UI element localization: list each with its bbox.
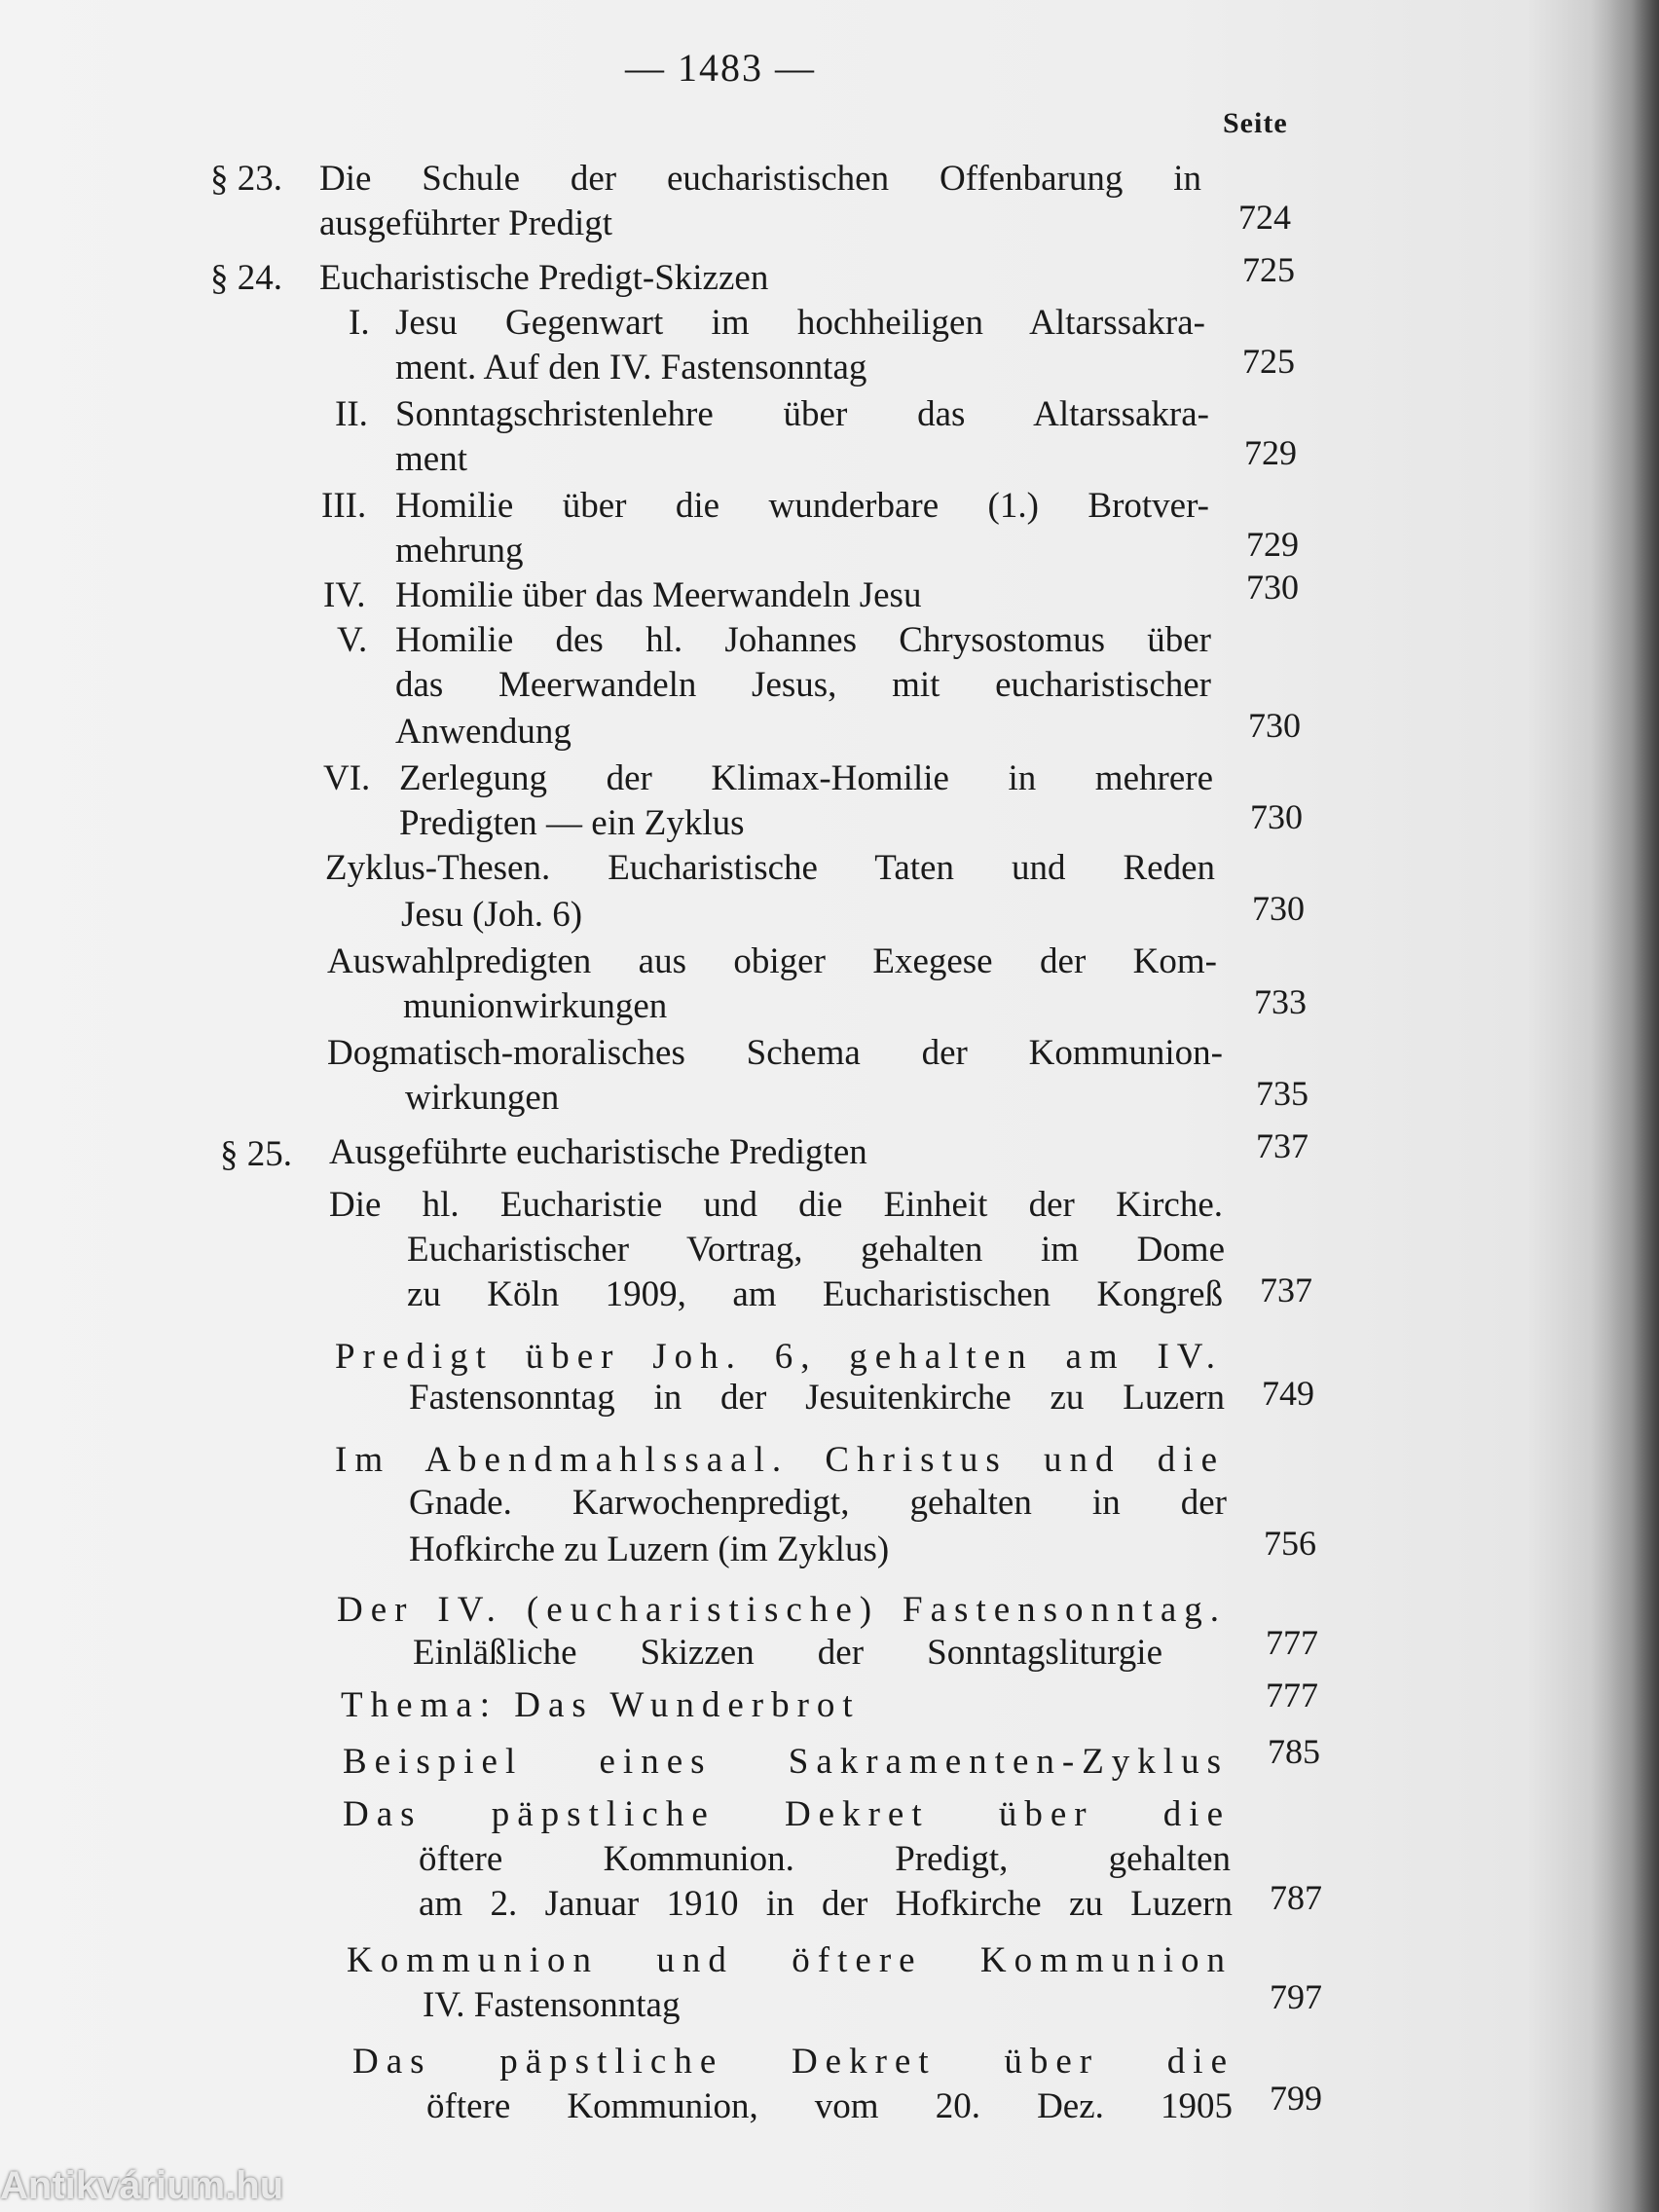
entry-page-number: 777 xyxy=(1266,1676,1318,1714)
entry-line: Predigt über Joh. 6, gehalten am IV. xyxy=(335,1337,1223,1377)
entry-line: munionwirkungen xyxy=(403,986,668,1026)
entry-line: IV. Fastensonntag xyxy=(423,1985,681,2025)
entry-line: Das päpstliche Dekret über die xyxy=(352,2042,1235,2082)
entry-line: Die Schule der eucharistischen Offenbarung in xyxy=(319,159,1201,199)
entry-page-number: 725 xyxy=(1242,342,1295,381)
entry-page-number: 730 xyxy=(1248,706,1301,745)
entry-line: Hofkirche zu Luzern (im Zyklus) xyxy=(409,1530,890,1569)
entry-line: Jesu (Joh. 6) xyxy=(401,895,583,935)
entry-page-number: 737 xyxy=(1256,1126,1309,1165)
entry-page-number: 749 xyxy=(1262,1374,1314,1413)
roman-numeral: I. xyxy=(349,303,370,343)
roman-numeral: V. xyxy=(337,620,368,660)
entry-line: Kommunion und öftere Kommunion xyxy=(347,1940,1233,1980)
entry-page-number: 756 xyxy=(1264,1524,1316,1563)
entry-line: zu Köln 1909, am Eucharistischen Kongreß xyxy=(407,1274,1223,1314)
entry-page-number: 737 xyxy=(1260,1271,1312,1309)
entry-page-number: 724 xyxy=(1238,198,1291,237)
entry-page-number: 730 xyxy=(1246,568,1299,607)
entry-line: Homilie über das Meerwandeln Jesu xyxy=(395,575,922,615)
roman-numeral: IV. xyxy=(323,575,366,615)
entry-line: Im Abendmahlssaal. Christus und die xyxy=(335,1440,1225,1480)
entry-line: Der IV. (eucharistische) Fastensonntag. xyxy=(337,1590,1227,1630)
entry-line: Zyklus-Thesen. Eucharistische Taten und Reden xyxy=(325,848,1215,888)
entry-page-number: 797 xyxy=(1270,1977,1322,2016)
entry-page-number: 729 xyxy=(1246,525,1299,564)
entry-page-number: 730 xyxy=(1252,889,1305,928)
page-column-label: Seite xyxy=(1223,107,1288,139)
entry-line: Thema: Das Wunderbrot xyxy=(341,1685,861,1725)
entry-line: am 2. Januar 1910 in der Hofkirche zu Luzern xyxy=(419,1884,1233,1924)
entry-line: Jesu Gegenwart im hochheiligen Altarssakra- xyxy=(395,303,1205,343)
entry-line: ment xyxy=(395,439,467,479)
section-number: § 23. xyxy=(210,159,282,199)
section-number: § 25. xyxy=(220,1134,292,1174)
entry-line: das Meerwandeln Jesus, mit eucharistischer xyxy=(395,665,1211,705)
entry-line: Homilie des hl. Johannes Chrysostomus über xyxy=(395,620,1211,660)
entry-line: Das päpstliche Dekret über die xyxy=(343,1794,1231,1834)
entry-line: Eucharistische Predigt-Skizzen xyxy=(319,258,769,298)
entry-line: Eucharistischer Vortrag, gehalten im Dome xyxy=(407,1230,1225,1270)
entry-line: Auswahlpredigten aus obiger Exegese der Kom- xyxy=(327,941,1217,981)
entry-line: Zerlegung der Klimax-Homilie in mehrere xyxy=(399,758,1213,798)
entry-page-number: 730 xyxy=(1250,797,1303,836)
entry-page-number: 729 xyxy=(1244,433,1297,472)
entry-line: öftere Kommunion, vom 20. Dez. 1905 xyxy=(426,2086,1233,2126)
entry-page-number: 735 xyxy=(1256,1074,1309,1113)
entry-line: Fastensonntag in der Jesuitenkirche zu Luzern xyxy=(409,1378,1225,1418)
entry-page-number: 777 xyxy=(1266,1623,1318,1662)
entry-line: Anwendung xyxy=(395,712,571,752)
entry-line: ment. Auf den IV. Fastensonntag xyxy=(395,348,867,387)
page-number-header: — 1483 — xyxy=(625,46,816,90)
entry-line: Beispiel eines Sakramenten-Zyklus xyxy=(343,1742,1229,1782)
watermark: Antikvárium.hu xyxy=(0,2164,284,2207)
entry-page-number: 787 xyxy=(1270,1878,1322,1917)
entry-page-number: 733 xyxy=(1254,982,1307,1021)
entry-line: wirkungen xyxy=(405,1078,560,1118)
entry-line: Homilie über die wunderbare (1.) Brotver- xyxy=(395,486,1209,526)
book-gutter-shadow xyxy=(1591,0,1659,2212)
entry-line: Die hl. Eucharistie und die Einheit der Kirche. xyxy=(329,1185,1223,1225)
entry-line: Einläßliche Skizzen der Sonntagsliturgie xyxy=(413,1633,1162,1673)
section-number: § 24. xyxy=(210,258,282,298)
entry-line: Gnade. Karwochenpredigt, gehalten in der xyxy=(409,1483,1227,1523)
roman-numeral: III. xyxy=(321,486,367,526)
entry-line: öftere Kommunion. Predigt, gehalten xyxy=(419,1839,1231,1879)
entry-line: ausgeführter Predigt xyxy=(319,203,613,243)
entry-page-number: 785 xyxy=(1268,1732,1320,1771)
entry-page-number: 799 xyxy=(1270,2079,1322,2118)
entry-page-number: 725 xyxy=(1242,250,1295,289)
entry-line: Ausgeführte eucharistische Predigten xyxy=(329,1132,867,1172)
entry-line: Sonntagschristenlehre über das Altarssakra- xyxy=(395,394,1209,434)
entry-line: mehrung xyxy=(395,531,524,571)
entry-line: Predigten — ein Zyklus xyxy=(399,803,745,843)
entry-line: Dogmatisch-moralisches Schema der Kommunion- xyxy=(327,1033,1223,1073)
roman-numeral: II. xyxy=(335,394,368,434)
roman-numeral: VI. xyxy=(323,758,371,798)
